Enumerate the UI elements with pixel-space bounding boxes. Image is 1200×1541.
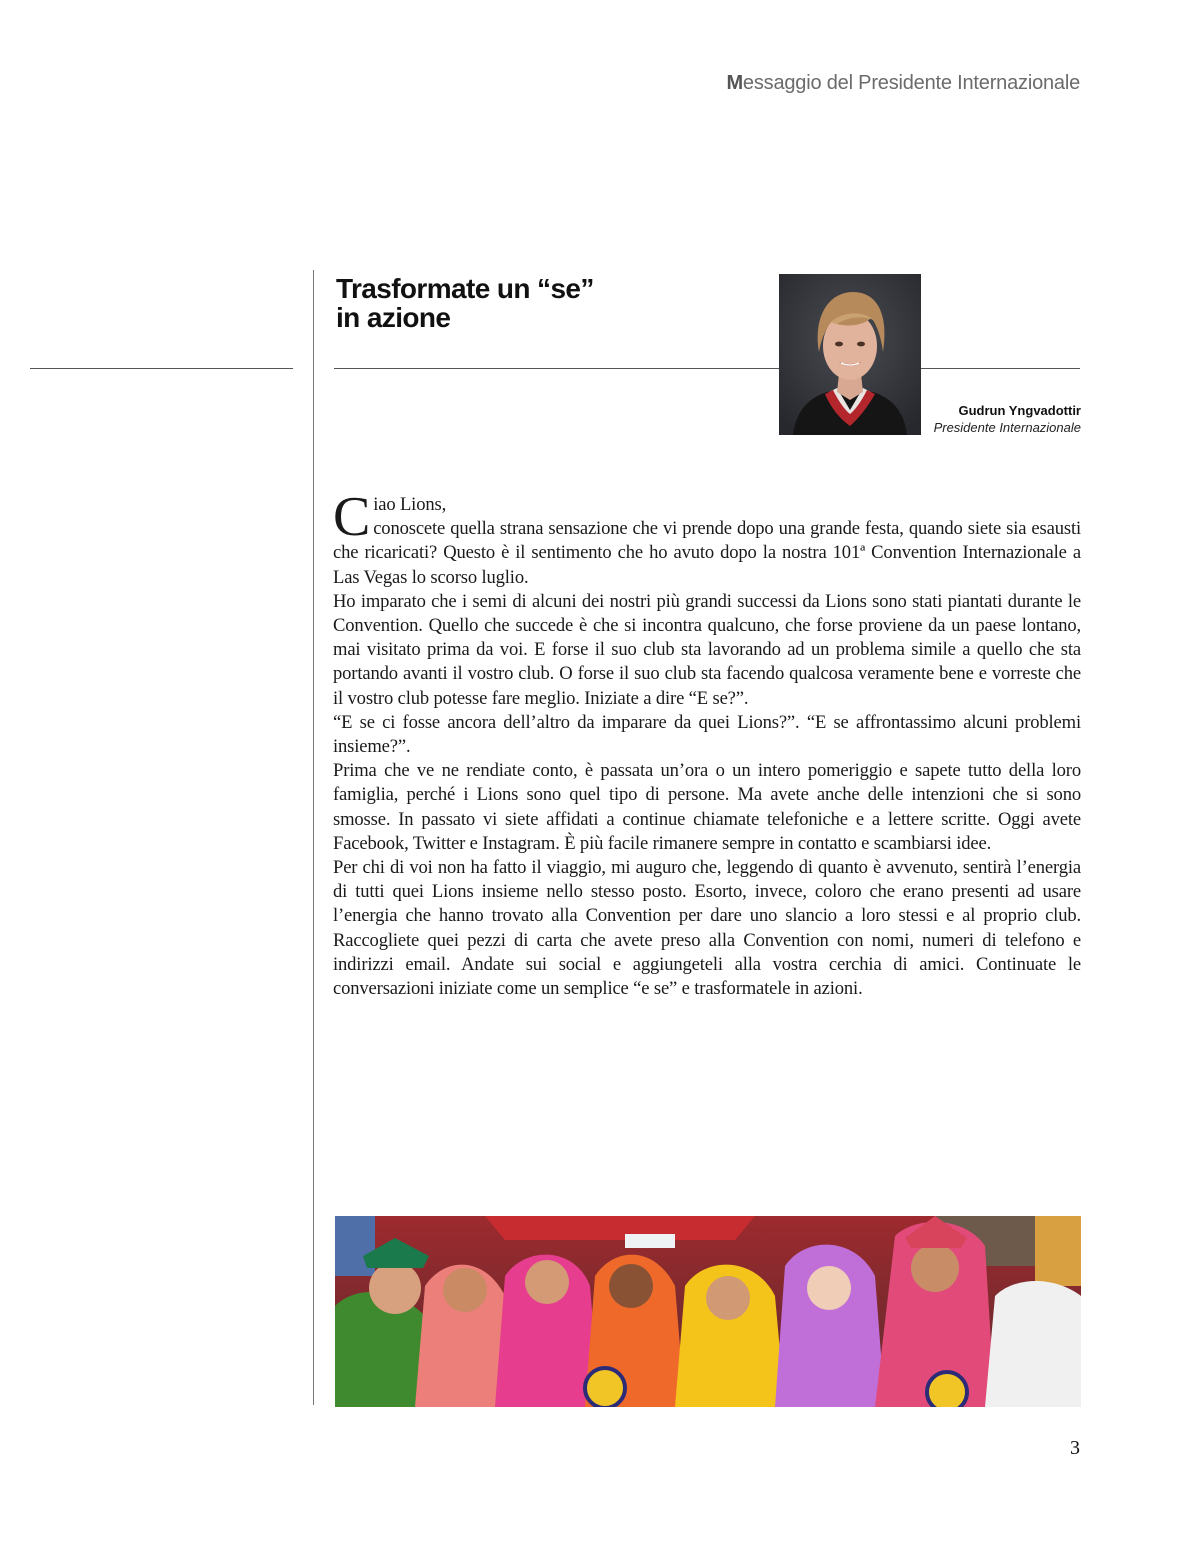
portrait-illustration [779,274,921,435]
author-block [934,403,1081,435]
paragraph: Prima che ve ne rendiate conto, è passata un’ora o un intero pomeriggio e sapete tutto della loro famiglia, perché i Lions sono quel tipo di persone. Ma avete anche delle intenzioni che si sono smosse. In passato vi siete affidati a continue chiamate telefoniche e a lettere scritte. Oggi avete Facebook, Twitter e Instagram. È più facile rimanere sempre in contatto e scambiarsi idee. [333,760,1081,854]
title-line-2: in azione [336,302,451,333]
author-name: Gudrun Yngvadottir [958,403,1081,418]
convention-photo-illustration [335,1216,1081,1407]
convention-photo [335,1216,1081,1407]
greeting: iao Lions, [373,494,447,515]
section-header [726,72,1080,95]
paragraph: Per chi di voi non ha fatto il viaggio, mi auguro che, leggendo di quanto è avvenuto, sentirà l’energia di tutti quei Lions insieme nello stesso posto. Esorto, invece, coloro che erano presenti ad usare l’energia che hanno trovato alla Convention per dare uno slancio a loro stessi e al proprio club. Raccogliete quei pezzi di carta che avete preso alla Convention con nomi, numeri di telefono e indirizzi email. Andate sui social e aggiungeteli alla vostra cerchia di amici. Continuate le conversazioni iniziate come un semplice “e se” e trasformatele in azioni. [333,857,1081,1000]
left-divider [30,368,293,369]
vertical-divider [313,270,314,1405]
article-body [333,486,1081,1001]
author-role: Presidente Internazionale [933,420,1081,435]
author-portrait [779,274,921,435]
page-number: 3 [1070,1437,1080,1459]
paragraph: conoscete quella strana sensazione che vi prende dopo una grande festa, quando siete sia esausti che ricaricati? Questo è il sentimento che ho avuto dopo la nostra 101ª Convention Internazionale a Las Vegas lo scorso luglio. [333,518,1081,588]
section-header-initial: M [726,72,743,94]
paragraph: “E se ci fosse ancora dell’altro da imparare da quei Lions?”. “E se affrontassimo alcuni problemi insieme?”. [333,711,1081,758]
drop-cap: C [333,486,371,548]
article-title [336,274,594,332]
section-header-text: essaggio del Presidente Internazionale [742,72,1080,94]
title-divider [334,368,1080,369]
title-line-1: Trasformate un “se” [336,273,594,304]
paragraph: Ho imparato che i semi di alcuni dei nostri più grandi successi da Lions sono stati piantati durante le Convention. Quello che succede è che si incontra qualcuno, che forse proviene da un paese lontano, mai visitato prima da voi. E forse il suo club sta lavorando ad un problema simile a quello che sta portando avanti il vostro club. O forse il suo club sta facendo qualcosa veramente bene e vorreste che il vostro club potesse fare meglio. Iniziate a dire “E se?”. [333,590,1081,709]
